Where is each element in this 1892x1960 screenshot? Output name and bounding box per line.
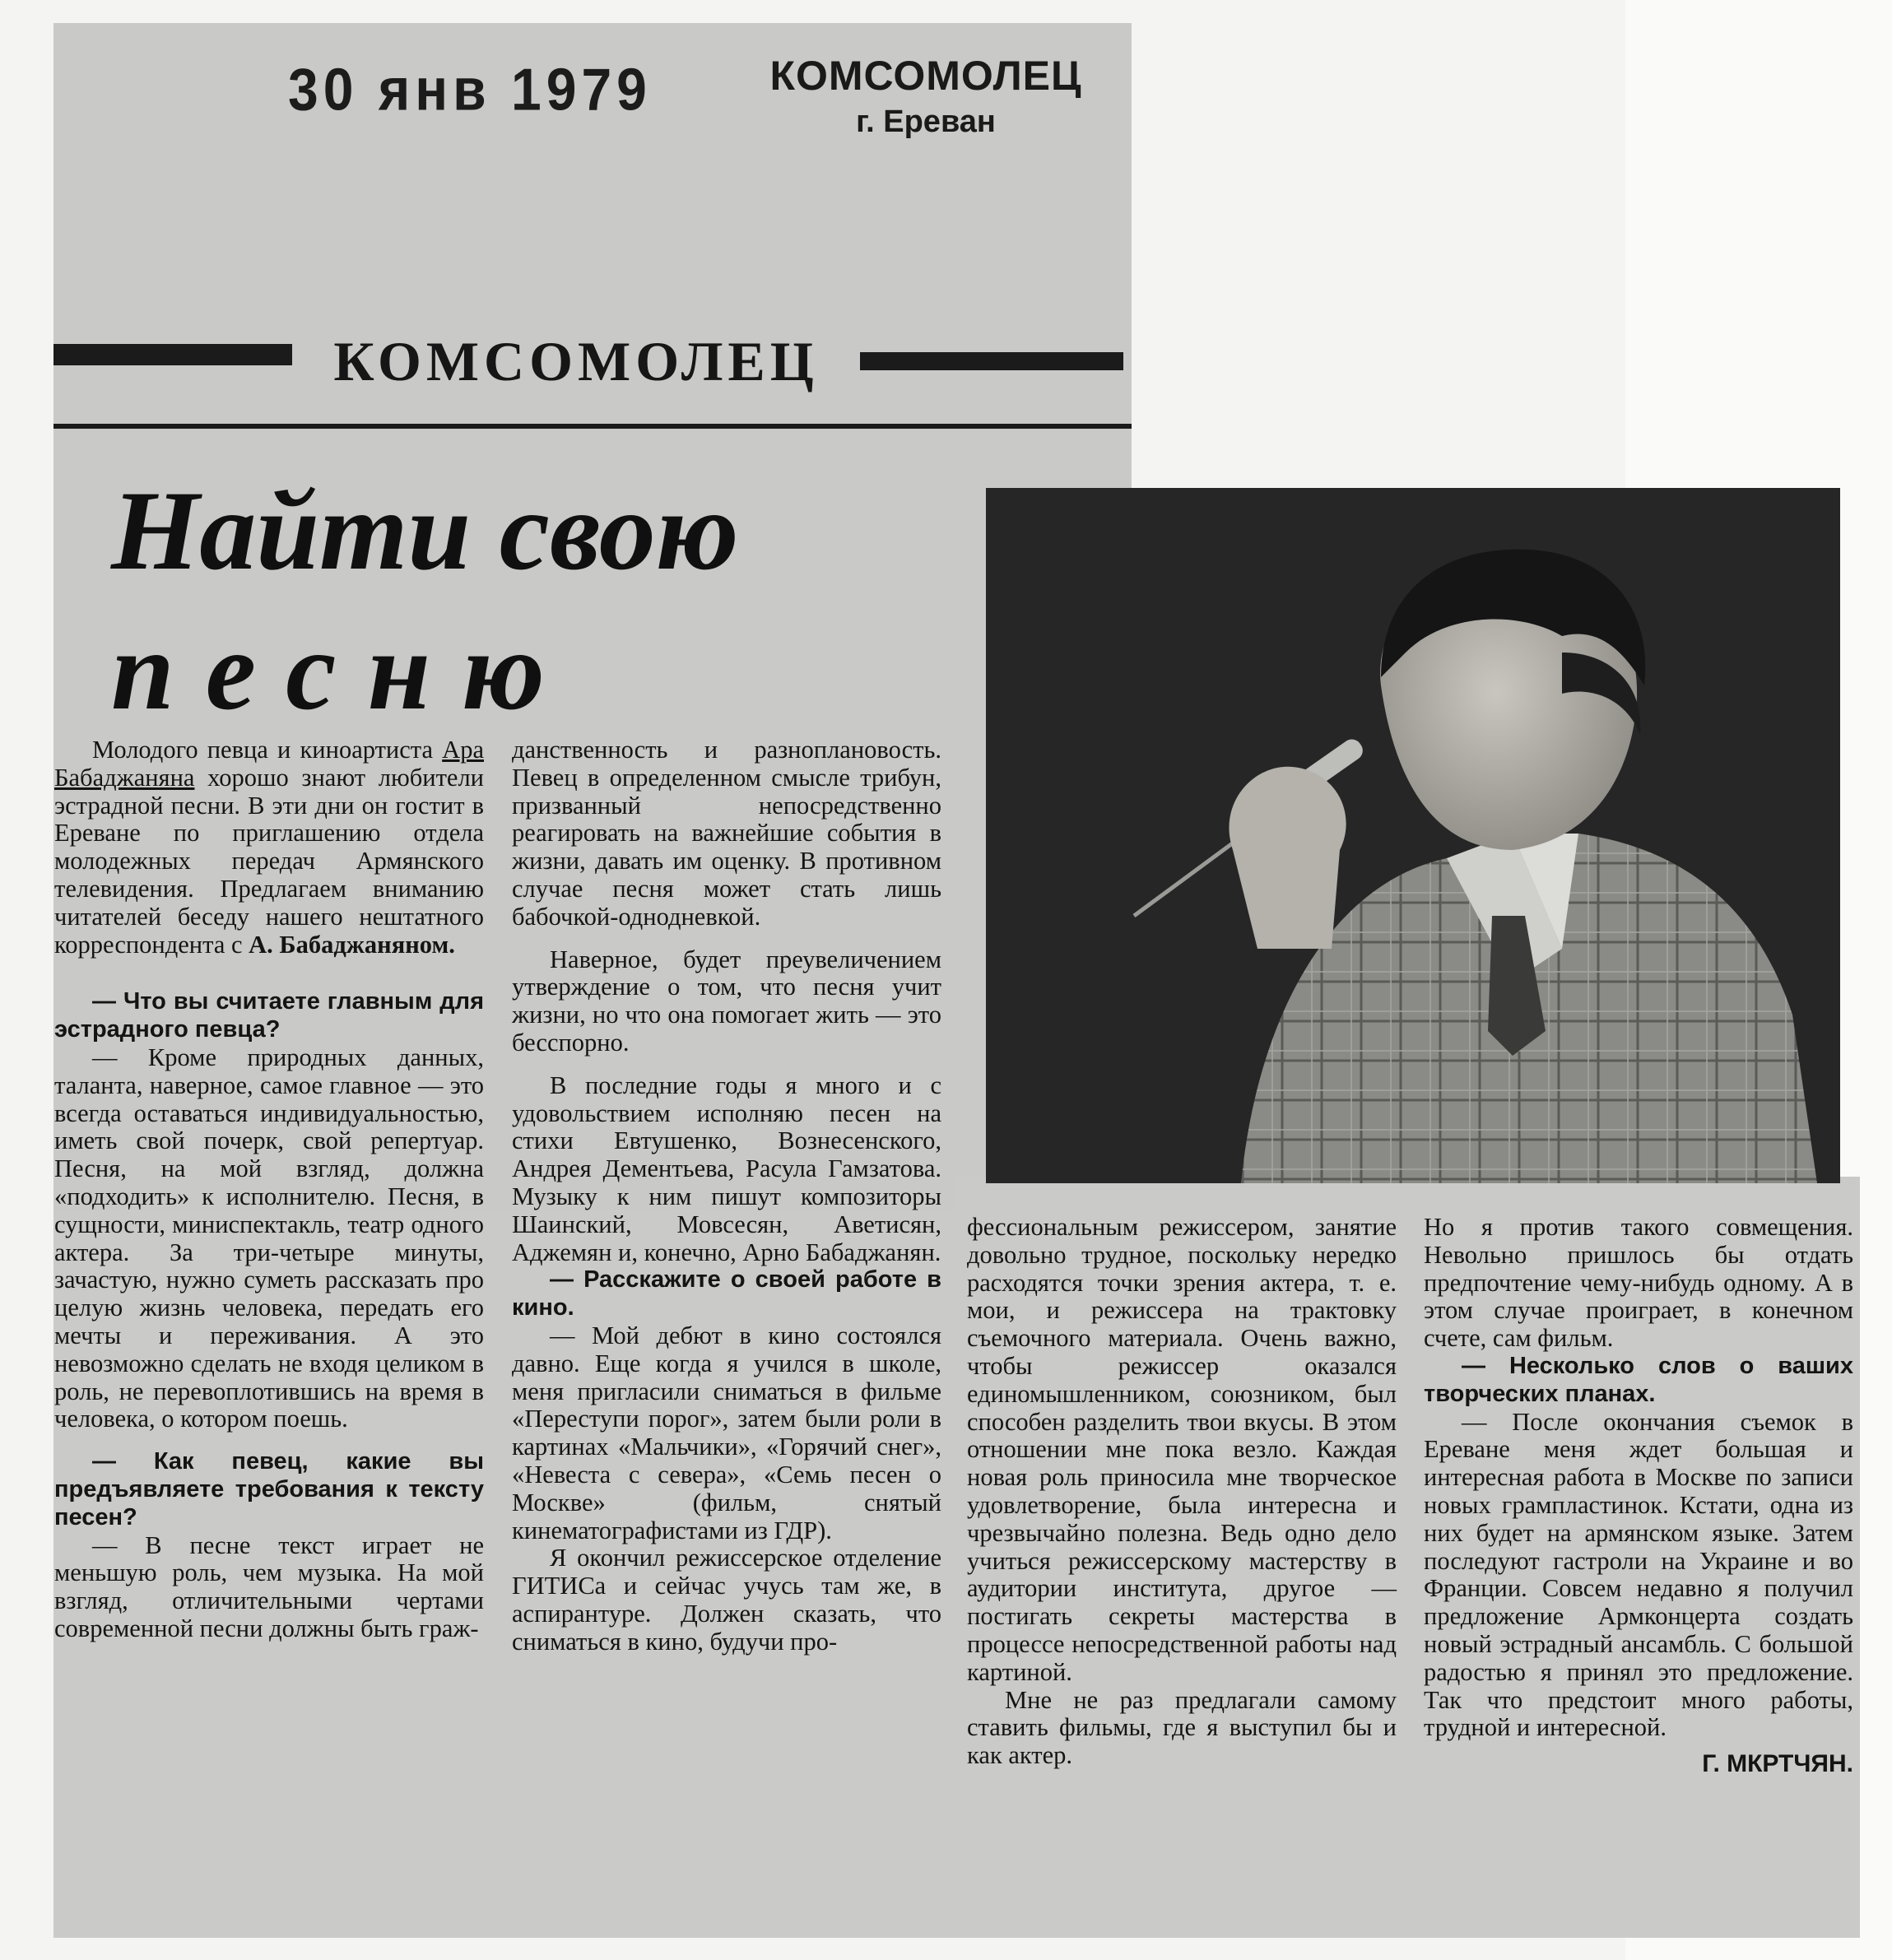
stamp-city: г. Ереван [856, 105, 996, 139]
intro-text-b: хорошо знают любители эстрадной песни. В эти дни он гостит в Ереване по приглашению отдела молодежных передач Армянского телевидения. Предлагаем вниманию читателей беседу нашего нештатного корреспондента с [54, 763, 484, 959]
headline-line-2: песню [111, 607, 576, 733]
col2-paragraph-2: Наверное, будет преувеличением утверждение о том, что песня учит жизни, но что она помогает жить — это бесспорно. [512, 945, 941, 1057]
col4-paragraph-1: Но я против такого совмещения. Невольно пришлось бы отдать предпочтение чему-нибудь одному. А в этом случае проиграет, в конечном счете, сам фильм. [1424, 1213, 1853, 1353]
intro-text-bold: А. Бабаджаняном. [249, 930, 455, 959]
col3-paragraph-1: фессиональным режиссером, занятие довольно трудное, поскольку нередко расходятся точки зрения актера, т. е. мои, и режиссера на трактовку съемочного материала. Очень важно, чтобы режиссер оказался единомышленником, союзником, был способен разделить твои вкусы. В этом отношении мне пока везло. Каждая новая роль приносила мне творческое удовлетворение, была интересна и чрезвычайно полезна. Ведь одно дело учиться режиссерскому мастерству в аудитории института, другое — постигать секреты мастерства в процессе непосредственной работы над картиной. [967, 1213, 1397, 1686]
question-2: — Как певец, какие вы предъявляете требования к тексту песен? [54, 1448, 484, 1530]
col2-paragraph-1: данственность и разноплановость. Певец в определенном смысле трибун, призванный непосредственно реагировать на важнейшие события в жизни, давать им оценку. В противном случае песня может стать лишь бабочкой-однодневкой. [512, 736, 941, 931]
masthead-rule [53, 424, 1132, 429]
intro-text-a: Молодого певца и киноартиста [92, 736, 443, 764]
col2-paragraph-5: Я окончил режиссерское отделение ГИТИСа и сейчас учусь там же, в аспирантуре. Должен сказать, что сниматься в кино, будучи про- [512, 1544, 941, 1656]
question-1: — Что вы считаете главным для эстрадного певца? [54, 988, 484, 1043]
singer-name-underlined: Ара Бабаджаняна [54, 736, 484, 792]
newspaper-stamp [753, 49, 1099, 142]
singer-photo [986, 488, 1840, 1183]
article-column-3 [967, 1214, 1397, 1770]
question-4: — Несколько слов о ваших творческих планах. [1424, 1352, 1853, 1407]
date-stamp: 30 янв 1979 [288, 55, 652, 123]
answer-3: — Мой дебют в кино состоялся давно. Еще когда я учился в школе, меня пригласили сниматься в фильме «Переступи порог», затем были роли в картинах «Мальчики», «Горячий снег», «Невеста с севера», «Семь песен о Москве» (фильм, снятый кинематографистами из ГДР). [512, 1321, 941, 1544]
answer-1: — Кроме природных данных, таланта, наверное, самое главное — это всегда оставаться индивидуальностью, иметь свой почерк, свой репертуар. Песня, на мой взгляд, должна «подходить» к исполнителю. Песня, в сущности, миниспектакль, театр одного актера. За три-четыре минуты, зачастую, нужно суметь рассказать про целую жизнь человека, передать его мечты и переживания. А это невозможно сделать не входя целиком в роль, не перевоплотившись на время в человека, о котором поешь. [54, 1043, 484, 1433]
answer-2: — В песне текст играет не меньшую роль, чем музыка. На мой взгляд, отличительными чертами современной песни должны быть граж- [54, 1530, 484, 1642]
singer-photo-illustration [986, 488, 1840, 1183]
stamp-newspaper-name: КОМСОМОЛЕЦ [769, 53, 1082, 99]
article-column-4 [1424, 1214, 1853, 1778]
author-signature: Г. МКРТЧЯН. [1702, 1750, 1853, 1778]
article-column-1 [54, 736, 484, 1643]
article-column-2 [512, 736, 941, 1656]
col2-paragraph-3: В последние годы я много и с удовольствием исполняю песен на стихи Евтушенко, Вознесенского, Андрея Дементьева, Расула Гамзатова. Музыку к ним пишут композиторы Шаинский, Мовсесян, Аветисян, Аджемян и, конечно, Арно Бабаджанян. [512, 1071, 941, 1266]
masthead-bar-right [860, 352, 1123, 370]
masthead-bar-left [53, 344, 292, 365]
article-headline [111, 461, 983, 741]
intro-paragraph [54, 736, 484, 959]
col3-paragraph-2: Мне не раз предлагали самому ставить фильмы, где я выступил бы и как актер. [967, 1685, 1397, 1770]
question-3: — Расскажите о своей работе в кино. [512, 1266, 941, 1321]
headline-line-1: Найти свою [111, 467, 739, 593]
masthead: КОМСОМОЛЕЦ [333, 330, 819, 392]
answer-4: — После окончания съемок в Ереване меня ждет большая и интересная работа в Москве по записи новых грампластинок. Кстати, одна из них будет на армянском языке. Затем последуют гастроли на Украине и во Франции. Совсем недавно я получил предложение Армконцерта создать новый эстрадный ансамбль. С большой радостью я принял это предложение. Так что предстоит много работы, трудной и интересной. [1424, 1407, 1853, 1742]
